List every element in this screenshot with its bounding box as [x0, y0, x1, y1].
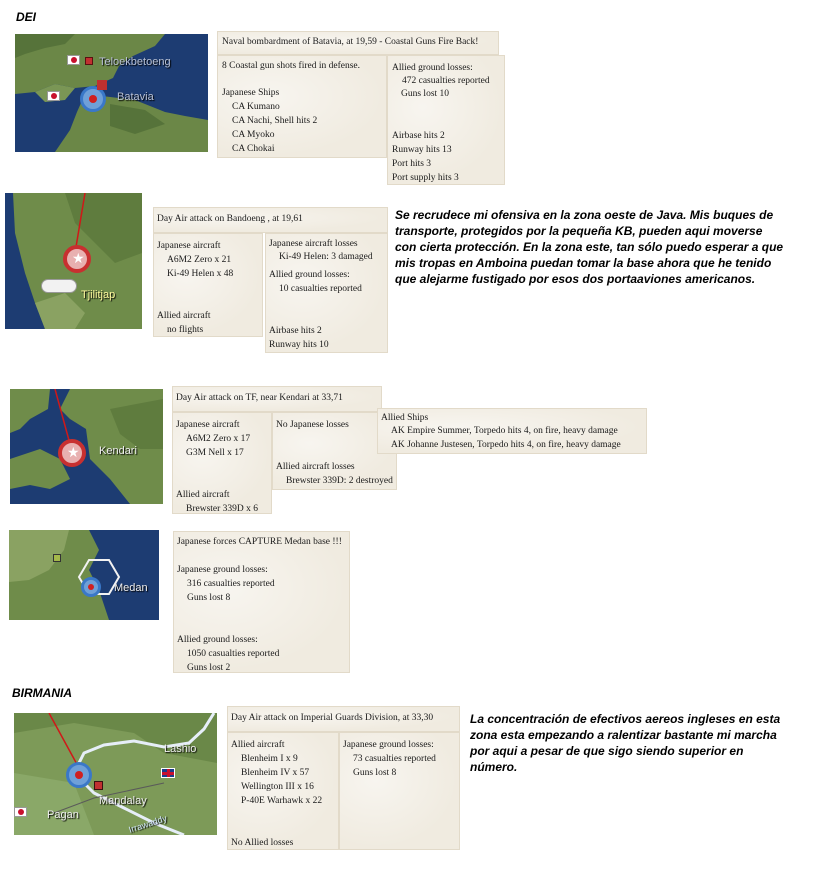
report-kendari-ships-panel — [377, 408, 647, 454]
report-line: CA Nachi, Shell hits 2 — [232, 116, 318, 126]
report-title: Day Air attack on Bandoeng , at 19,61 — [157, 214, 303, 224]
section-label-birmania: BIRMANIA — [12, 686, 72, 700]
map-label-pagan: Pagan — [47, 809, 79, 821]
report-line: Guns lost 8 — [353, 768, 397, 778]
report-line: Port hits 3 — [392, 159, 432, 169]
report-line: No Allied losses — [231, 838, 294, 848]
report-kendari-left-panel — [172, 412, 272, 514]
target-division-icon[interactable] — [66, 762, 92, 788]
report-line: A6M2 Zero x 17 — [186, 434, 251, 444]
report-line: CA Myoko — [232, 130, 275, 140]
report-line: 8 Coastal gun shots fired in defense. — [222, 61, 360, 71]
report-line: Allied aircraft — [231, 740, 285, 750]
report-line: Airbase hits 2 — [269, 326, 322, 336]
map-label-kendari: Kendari — [99, 445, 137, 457]
map-medan-terrain — [9, 530, 159, 620]
report-line: Brewster 339D: 2 destroyed — [286, 476, 393, 486]
report-burma-right-panel — [339, 732, 460, 850]
report-bandoeng-right-panel — [265, 233, 388, 353]
report-line: CA Chokai — [232, 144, 275, 154]
report-title: Naval bombardment of Batavia, at 19,59 - Coastal Guns Fire Back! — [222, 37, 479, 47]
report-line: Japanese Ships — [222, 88, 280, 98]
report-line: CA Kumano — [232, 102, 280, 112]
base-marker-icon[interactable] — [53, 554, 61, 562]
report-line: Blenheim I x 9 — [241, 754, 298, 764]
report-line: Allied aircraft — [157, 311, 211, 321]
report-line: Allied aircraft — [176, 490, 230, 500]
map-label-mandalay: Mandalay — [99, 795, 147, 807]
report-line: Blenheim IV x 57 — [241, 768, 310, 778]
unit-marker-icon[interactable] — [97, 80, 107, 90]
report-line: Brewster 339D x 6 — [186, 504, 259, 514]
report-line: P-40E Warhawk x 22 — [241, 796, 323, 806]
map-burma[interactable] — [14, 713, 217, 835]
report-line: 316 casualties reported — [187, 579, 275, 589]
report-line: 73 casualties reported — [353, 754, 436, 764]
report-line: 472 casualties reported — [402, 76, 490, 86]
report-line: Japanese aircraft — [176, 420, 240, 430]
report-title: Day Air attack on TF, near Kendari at 33,71 — [176, 393, 343, 403]
report-line: Allied ground losses: — [177, 635, 258, 645]
report-line: Airbase hits 2 — [392, 131, 445, 141]
japan-flag-icon[interactable] — [67, 55, 80, 65]
report-line: Japanese ground losses: — [343, 740, 434, 750]
report-line: A6M2 Zero x 21 — [167, 255, 232, 265]
report-title: Day Air attack on Imperial Guards Division, at 33,30 — [231, 713, 434, 723]
map-bandoeng[interactable] — [5, 193, 142, 329]
map-batavia-terrain — [15, 34, 208, 152]
report-line: Japanese aircraft — [157, 241, 221, 251]
report-line: AK Empire Summer, Torpedo hits 4, on fire, heavy damage — [391, 426, 618, 436]
unit-marker-icon[interactable] — [94, 781, 103, 790]
report-line: Port supply hits 3 — [392, 173, 459, 183]
report-bandoeng-title-panel — [153, 207, 388, 233]
report-burma-left-panel — [227, 732, 339, 850]
report-line: 1050 casualties reported — [187, 649, 280, 659]
report-line: Allied ground losses: — [269, 270, 350, 280]
report-line: Allied Ships — [381, 413, 429, 423]
report-line: Runway hits 13 — [392, 145, 452, 155]
report-line: 10 casualties reported — [279, 284, 362, 294]
report-batavia-right-panel — [387, 55, 505, 185]
map-batavia[interactable] — [15, 34, 208, 152]
report-line: Guns lost 2 — [187, 663, 231, 673]
report-line: Japanese aircraft losses — [269, 239, 358, 249]
report-batavia-title-panel — [217, 31, 499, 55]
japan-flag-icon[interactable] — [47, 91, 60, 101]
map-kendari[interactable] — [10, 389, 163, 504]
report-line: Japanese ground losses: — [177, 565, 268, 575]
report-line: No Japanese losses — [276, 420, 349, 430]
report-line: no flights — [167, 325, 204, 335]
report-line: Japanese forces CAPTURE Medan base !!! — [177, 537, 342, 547]
report-line: Wellington III x 16 — [241, 782, 314, 792]
report-line: Allied ground losses: — [392, 63, 473, 73]
map-label-medan: Medan — [114, 582, 148, 594]
report-bandoeng-left-panel — [153, 233, 263, 337]
report-batavia-left-panel — [217, 55, 387, 158]
base-marker-icon[interactable] — [85, 57, 93, 65]
report-medan-panel — [173, 531, 350, 673]
commentary-dei: Se recrudece mi ofensiva en la zona oeste de Java. Mis buques de transporte, protegidos por la pequeña KB, pueden aqui moverse con cierta protección. En la zona este, tan sólo puedo esperar a que mis tropas en Amboina puedan tomar la base ahora que he tenido que alejarme fustigado por esos dos portaaviones americanos. — [395, 208, 784, 286]
map-kendari-terrain — [10, 389, 163, 504]
report-line: G3M Nell x 17 — [186, 448, 244, 458]
report-line: Guns lost 10 — [401, 89, 450, 99]
report-line: Allied aircraft losses — [276, 462, 355, 472]
commentary-birmania: La concentración de efectivos aereos ingleses en esta zona esta empezando a ralentizar bastante mi marcha por aqui a pesar de que sigo siendo superior en número. — [470, 712, 781, 774]
report-line: Guns lost 8 — [187, 593, 231, 603]
airbase-target-icon[interactable]: ★ — [58, 439, 86, 467]
airbase-target-icon[interactable]: ★ — [63, 245, 91, 273]
map-burma-terrain — [14, 713, 217, 835]
map-label-irrawaddy: Irrawaddy — [127, 813, 169, 835]
aircraft-group-icon[interactable] — [41, 279, 77, 293]
report-line: Runway hits 10 — [269, 340, 329, 350]
map-medan[interactable] — [9, 530, 159, 620]
map-label-teloekbetoeng: Teloekbetoeng — [99, 56, 171, 68]
section-label-dei: DEI — [16, 10, 37, 24]
report-line: AK Johanne Justesen, Torpedo hits 4, on fire, heavy damage — [391, 440, 621, 450]
report-burma-title-panel — [227, 706, 460, 732]
report-line: Ki-49 Helen x 48 — [167, 269, 234, 279]
british-flag-icon[interactable] — [161, 768, 175, 778]
map-label-tjilitjap: Tjilitjap — [81, 289, 116, 301]
ground-base-target-icon[interactable] — [81, 577, 101, 597]
report-kendari-title-panel — [172, 386, 382, 412]
report-line: Ki-49 Helen: 3 damaged — [279, 252, 373, 262]
japan-flag-icon[interactable] — [14, 807, 27, 817]
map-label-lashio: Lashio — [164, 743, 197, 755]
map-label-batavia: Batavia — [117, 91, 154, 103]
